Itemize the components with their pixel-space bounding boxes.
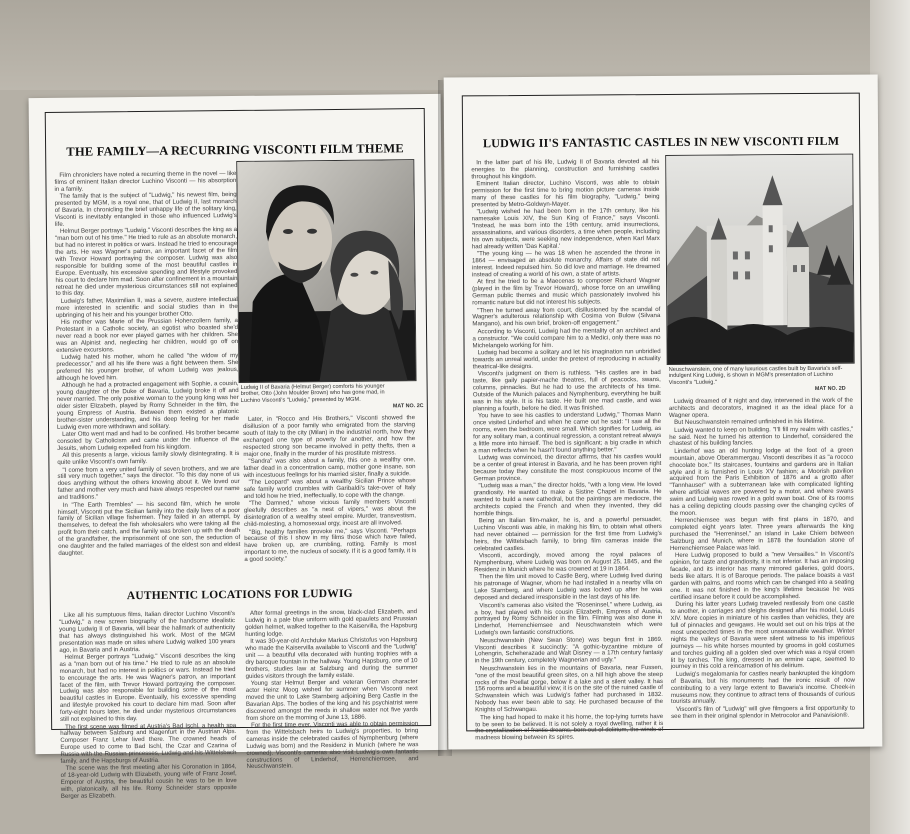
paragraph: "Big, healthy families provoke me," says Visconti. "Perhaps because of this I show in my films those which have failed, have broken up, are crumbling, rotting. Family is most important to me, the nucleus of society. If it is a good family, it is a good society." [244, 526, 417, 564]
paragraph: Ludwig had become a solitary and let his imagination run unbridled towards an unreal world, under the pretext of reproducing in actuality theatrical-like designs. [472, 347, 661, 371]
paragraph: Neuschwanstein (New Swan Stone) was begun first in 1869. Visconti describes it succinctly: "A gothic-byzantine mixture of Lohengrin, Scheherazade and Walt Disney — a 17th century fantasy in the 19th century, completely Wagnerian and ugly." [474, 635, 663, 665]
paragraph: Later, in "Rocco and His Brothers," Visconti showed the disillusion of a poor family who emigrated from the starving south of Italy to the city (Milan) in the industrial north, how they exchanged one type of poverty for another, and how the respected strong son became involved in petty thefts, then a major one, finally in the murder of his prostitute mistress. [242, 414, 416, 458]
left-article-body [54, 171, 240, 558]
left-col-1-text [54, 171, 240, 585]
castle-photo-mat-number: MAT NO. 2D [814, 385, 846, 392]
right-col-1-text [471, 158, 664, 742]
paragraph: It was 30-year-old Archduke Markus Christofus von Hapsburg who made the Kaiservilla available to Visconti and the "Ludwig" unit — a beautiful villa decorated with hunting trophies with a dry baroque fountain in the hallway. Young Hapsburg, one of 10 brothers, studies law at Salzburg and during the summer guides visitors through the family estate. [245, 636, 418, 680]
paragraph: Linderhof was an old hunting lodge at the foot of a green mountain, above Oberammergau. Visconti describes it as "a rococo chocolate box." Its staircases, fountains and gardens are in Italian style and it is furnished in Louis XV fashion; a Moorish pavilion acquired from the Paris Exhibition of 1876 and a grotto after "Tannhauser" with a subterranean lake with complicated lighting where artificial waves are powered by a motor, and where swans swim and Ludwig was rowed in a gold swan boat. One of its rooms has a ceiling depicting clouds passing over the changing cycles of the moon. [669, 446, 854, 517]
authentic-locations-title: AUTHENTIC LOCATIONS FOR LUDWIG [126, 587, 353, 603]
paragraph: You have to see his castles to understand Ludwig," Thomas Mann once visited Linderhof and when he came out he said: "I saw all the rooms, even the bedroom, were small. Which signifies for Ludwig, as for any solitary man, a continual regression, a constant retreat always a little more into himself. The bed is significant; a big cradle in which a man reflects when he hasn't found anything better." [473, 411, 662, 454]
paragraph: Ludwig's father, Maximilian II, was a severe, austere intellectual more interested in scientific and social studies than in the upbringing of his heir and his younger brother Otto. [55, 295, 238, 319]
paragraph: The king had hoped to make it his home, the top-lying turrets have to be seen to be believed. It is not solely a royal dwelling, rather it is the crystallization of frantic dreams, born out of delirium, the winds of madness blowing between its spires. [475, 712, 664, 742]
paragraph: Ludwig wanted to keep on building. "I'll fill my realm with castles," he said. Next he turned his attention to Linderhof, considered the chastest of his building fancies. [669, 425, 854, 448]
neuschwanstein-photo-image [666, 155, 853, 364]
paragraph: At first he tried to be a Maecenas to composer Richard Wagner (played in the film by Trevor Howard), whose force on an unwilling German public themes and music which passionately involved his romantic nature but did not interest his subjects. [472, 277, 661, 307]
paragraph: Herrenchiemsee was begun with first plans in 1870, and completed eight years later. Three years afterwards the king purchased the "Herreninsel," an island in Lake Chiem between Salzburg and Munich, where in 1878 the foundation stone of Herrenchiemsee Palace was laid. [669, 516, 854, 552]
paragraph: "The Damned," whose vicious family members Visconti gleefully describes as "a nest of vipers," was about the disintegration of a wealthy steel empire. Murder, transvestism, child-molesting, a homosexual orgy, incest are all involved. [243, 498, 417, 529]
paragraph: The scene was the first meeting after his Coronation in 1864, of 18-year-old Ludwig with Elizabeth, young wife of Franz Josef, Emperor of Austria, the beautiful cousin he was to be in love with, platonically, all his life. Romy Schneider stars opposite Berger as Elizabeth. [60, 763, 237, 800]
paragraph: "Then he turned away from court, disillusioned by the scandal of Wagner's adulterous relationship with Cosima von Bulow (Silvana Mangano), and his own brief, broken-off engagement." [472, 305, 661, 328]
paragraph: Later Otto went mad and had to be confined. His brother became consoled by Catholicism and came under the influence of the Jesuits, whom Ludwig expelled from his kingdom. [57, 429, 240, 452]
paragraph: Ludwig hated his mother, whom he called "the widow of my predecessor," and all his life there was a fight between them. She preferred his younger brother, of whom Ludwig was jealous, although he loved him. [56, 352, 239, 382]
paragraph: The family that is the subject of "Ludwig," his newest film, being presented by MGM, is a royal one, that of Ludwig II, last monarch of Bavaria. In chronicling the brief unhappy life of the solitary king, Visconti is inevitably entangled in those who influenced Ludwig's life. [54, 191, 237, 228]
paragraph: But Neuschwanstein remained unfinished in his lifetime. [674, 418, 825, 427]
paragraph: Ludwig dreamed of it night and day, intervened in the work of the architects and decorators, imagined it as the ideal place for a Wagner opera. [668, 396, 853, 419]
paragraph: Ludwig's megalomania for castles nearly bankrupted the kingdom of Bavaria, but his monuments had the ironic result of now contributing to a very large extent to Bavaria's income. Cheek-in museums now, they continue to attract tens of thousands of curious tourists annually. [670, 669, 855, 706]
left-page-title: THE FAMILY—A RECURRING VISCONTI FILM THEME [66, 141, 404, 159]
paragraph: In "The Earth Trembles" — his second film, which he wrote himself, Visconti put the Sicilian family into the daily lives of a poor family of Sicilian village fishermen. They failed in an attempt, by themselves, to defeat the fish wholesalers who were taking all the profit from their catch, and the family was broken up with the death of the grandfather, the imprisonment of one son, the seduction of one daughter and the failed marriages of the eldest son and eldest daughter. [57, 499, 241, 557]
right-page-title: LUDWIG II'S FANTASTIC CASTLES IN NEW VISCONTI FILM [482, 133, 840, 151]
family-photo [236, 159, 416, 383]
paragraph: In the latter part of his life, Ludwig II of Bavaria devoted all his energies to the planning, construction and furnishing castles throughout his kingdom. [471, 158, 660, 181]
paragraph: Ludwig was convinced, the director affirms, that his castles would be a center of great interest in Bavaria, and he has been proven right because today they constitute the most conspicuous income of the German province. [473, 453, 662, 483]
paragraph: After formal greetings in the snow, black-clad Elizabeth, and Ludwig in a pale blue uniform with gold epaulets and Prussian golden helmet, walked together to the Kaiservilla, the Hapsburg hunting lodge. [245, 608, 418, 638]
paragraph: Like all his sumptuous films, Italian director Luchino Visconti's "Ludwig," a new screen biography of the handsome idealistic young Ludwig II of Bavaria, will bear the hallmark of authenticity that has always distinguished his work. Most of the MGM presentation was made on sites where Ludwig walked 100 years ago, in Bavaria and in Austria. [59, 610, 236, 654]
paragraph: "The Leopard" was about a wealthy Sicilian Prince whose safe family world crumbles with Garibaldi's take-over of Italy and told how he tried, ineffectually, to cope with the change. [243, 477, 416, 500]
paragraph: Then the film unit moved to Castle Berg, where Ludwig lived during his patronage of Wagner, whom he had installed in a nearby villa on Lake Starnberg, and where Ludwig was locked up after he was deposed and declared irresponsible in the last days of his life. [474, 572, 663, 602]
left-page-frame [45, 108, 431, 800]
paragraph: Helmut Berger portrays "Ludwig." Visconti describes the king as a "man born out of his time." He tried to rule as an absolute monarch, but had no interest in politics or wars. Instead he tried to encourage the arts. He was Wagner's patron, an important facet of the film with Trevor Howard portraying the composer. Ludwig was also responsible for building some of the most beautiful castles in Europe. Eventually, his excessive spending and lifestyle provoked his court to declare him mad. Soon after confinement in a mountain retreat he died under mysterious circumstances still not explained to this day. [55, 226, 238, 298]
paragraph: The first scene was filmed at Austria's Bad Ischl, a health spa halfway between Salzburg and Klagenfurt in the Austrian Alps. Composer Franz Lehar lived there. The crowned heads of Europe used to come to Bad Ischl, the Czar and Czarina of Russia with the Russian princesses, Ludwig and his Wittelsbach family, and the Hapsburgs of Austria. [60, 721, 237, 765]
paragraph: His mother was Marie of the Prussian Hohenzollern family, a Protestant in a Catholic society, an egotist who boasted she'd never read a book nor ever played games with her children. She was an Alpinist and, neglecting her children, would go off on extensive excursions. [55, 317, 239, 354]
ludwig-otto-photo-image [237, 160, 415, 382]
paragraph: "The young king — he was 18 when he ascended the throne in 1864 — envisaged an absolute monarchy. Affairs of state did not interest. Indeed repulsed him. So did love and marriage. He dreamed instead of creating a world of his own, a state of artists. [471, 249, 661, 279]
paragraph: Visconti, accordingly, moved among the royal palaces of Nymphenburg, where Ludwig was born on August 25, 1845, and the Residenz in Munich where he was crowned at 19 in 1864. [474, 551, 663, 574]
left-page [29, 94, 448, 800]
paragraph: During his latter years Ludwig traveled restlessly from one castle to another, in carriages and sleighs designed after his model, Louis XIV. More copies in miniature of his castles than vehicles, they are full of pinnacles and gewgaws. He would set out on his trips at the most unexpected times in the most unseasonable weather. Winter nights the valleys of Bavaria were silent witness to his imperious journeys — his white horses mounted by grooms in gold costumes and torches guiding all a golden sled over which was a royal crown lit by torches. The king, dressed in an ermine cape, seemed to journey in this cold a reincarnation of his delirium. [670, 599, 855, 671]
locations-col-1-text [59, 610, 237, 800]
paragraph: Visconti's cameras also visited the "Roseninsel," where Ludwig, as a boy, had played with his cousin Elizabeth, Empress of Austria, portrayed by Romy Schneider in the film. Filming was also done in Linderhof, Herrenchiemsee and Neuschwanstein which were Ludwig's own fantastic constructions. [474, 600, 663, 637]
family-photo-caption: Ludwig II of Bavaria (Helmut Berger) comforts his younger brother, Otto (John Moulder Brown) who has gone mad, in Luchino Visconti's "Ludwig," presented by MGM. [240, 383, 385, 404]
paragraph: Film chroniclers have noted a recurring theme in the novel — like films of eminent Italian director Luchino Visconti — his absorption in a family. [54, 170, 237, 193]
paragraph: Young star Helmut Berger and veteran German character actor Heinz Moog wished for summer when Visconti next moved the unit to Lake Starnberg adjoining Berg Castle in the Bavarian Alps. The bodies of the king and his psychiatrist were discovered amongst the reeds in shallow water not five yards from shore on the morning of June 13, 1886. [245, 678, 419, 722]
family-photo-mat-number: MAT NO. 2C [392, 403, 424, 410]
paragraph: For the first time ever, Visconti was able to obtain permission from the Wittelsbach heirs to Ludwig's properties, to bring cameras inside the celebrated castles of Nymphenburg (where Ludwig was born) and the Residenz in Munich (where he was crowned). Visconti's cameras also visit Ludwig's own fantastic constructions of Linderhof, Herrenchiemsee, and Neuschwanstein. [246, 720, 419, 771]
paragraph: Here Ludwig proposed to build a "new Versailles." In Visconti's opinion, for taste and grandiosity, it is not inferior. It has an imposing facade, and its interior has many mirrored galleries, gold doors, beds like altars. It is of Baroque periods. The palace boasts a vast garden with palms, and rooms which can be changed into a seating one. It was not finished in the king's lifetime because he was certified insane before it could be accomplished. [670, 551, 855, 601]
paragraph: "I come from a very united family of seven brothers, and we are still very much together," says the director. "To this day none of us does anything without the others knowing about it. We loved our father and mother very much and have always respected our name and traditions." [57, 464, 240, 502]
paragraph: "Ludwig wished he had been born in the 17th century, like his namesake Louis XIV, the Sun King of France," says Visconti. "Instead, he was born into the 19th century, amid insurrections, assassinations, and various disorders, a time when people, including his own subjects, were seeking new independence, when Karl Marx had already written 'Das Kapital.' [471, 207, 660, 251]
paragraph: Although he had a protracted engagement with Sophie, a cousin, young daughter of the Duke of Bavaria, Ludwig broke it off and never married. The only positive woman to the young king was her older sister Elizabeth, played by Romy Schneider in the film, the young Empress of Austria. Between them existed a platonic brother-sister understanding, and his deep feeling for her made Ludwig even more withdrawn and solitary. [56, 380, 239, 431]
paragraph: Eminent Italian director, Luchino Visconti, was able to obtain permission for the first time to bring motion picture cameras inside many of these castles for his film biography, "Ludwig," being presented by Metro-Goldwyn-Mayer. [471, 179, 660, 209]
paragraph: All this presents a large, vicious family slowly disintegrating. It is quite unlike Visconti's own family. [57, 450, 240, 467]
left-col-2-text [243, 415, 417, 583]
paragraph: "Ludwig was a man," the director holds, "with a long view. He loved grandiosity. He wanted to make a Sistine Chapel in Bavaria. He wanted to build a new cathedral, but the paintings are mediocre, the architects copied the French and when they invented, they did horrible things. [473, 481, 662, 518]
right-col-2-text [669, 398, 855, 725]
castle-photo [665, 154, 854, 365]
paragraph: "Sandra" was also about a family, this one a wealthy one, father dead in a concentration camp, mother gone insane, son with incestuous feelings for his married sister, finally a suicide. [243, 456, 416, 479]
paragraph: According to Visconti, Ludwig had the mentality of an architect and a constructor. "We could compare him to a Medici, only there was no Michelangelo working for him. [472, 326, 661, 349]
paragraph: Visconti's film of "Ludwig" will give filmgoers a first opportunity to see them in their original splendor in Metrocolor and Panavision®. [671, 704, 856, 720]
castle-photo-caption: Neuschwanstein, one of many luxurious castles built by Bavaria's self-indulgent King Ludwig, is shown in MGM's presentation of Luchino Visconti's "Ludwig." [668, 365, 843, 386]
right-page [444, 74, 883, 749]
paragraph: Neuschwanstein lies in the mountains of Bavaria, near Fussen, "one of the most beautiful green sites, on a hill high above the steep rocks of the Poellat gorge, below it a lake and a silent valley. It has 156 rooms and a beautiful view; it is on the site of the ruined castle of Schwanstein which was Ludwig's father had purchased in 1832. Nobody has ever been able to say. He purchased because of the Knights of Schwangau. [474, 663, 664, 714]
locations-col-2-text [245, 608, 419, 771]
right-page-frame [462, 93, 864, 742]
paragraph: Helmut Berger portrays "Ludwig." Visconti describes the king as a "man born out of his time." He tried to rule as an absolute monarch, but had no interest in politics or wars. Instead he tried to encourage the arts. He was Wagner's patron, an important facet of the film, with Trevor Howard portraying the composer. Ludwig was also responsible for building some of the most beautiful castles in Europe. Eventually, his excessive spending and lifestyle provoked his court to declare him mad. Soon after forty-eight hours later, he died under mysterious circumstances still not explained to this day. [59, 651, 237, 723]
paragraph: Visconti's judgment on them is ruthless. "His castles are in bad taste, like gaily papier-mache theatres, full of peacocks, swans, columns, pinnacles. But he had to use the architects of his time. Outside of the Munich palaces and Nymphenburg, everything he built was in his style. It is his taste. He built one mad castle, and was planning a fourth, before he died. It was finished. [472, 369, 661, 413]
paragraph: Being an Italian film-maker, he is, and a powerful persuader, Luchino Visconti was able, in making his film, to obtain what others had never obtained — permission for the first time from Ludwig's heirs, the Wittelsbach family, to bring film cameras inside the celebrated castles. [473, 516, 662, 553]
